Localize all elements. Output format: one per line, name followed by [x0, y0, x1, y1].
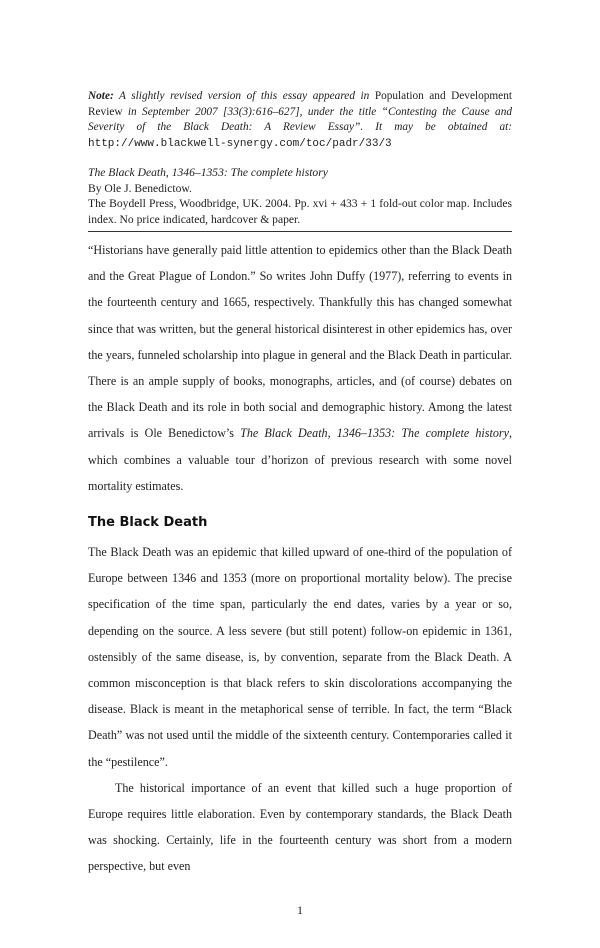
section-paragraph-1: The Black Death was an epidemic that killed upward of one-third of the population of Europe between 1346 and 1353 (more on proportional mortality below). The precise specification of the time span, particularly the end dates, varies by a year or so, depending on the source. A less severe (but still potent) follow-on epidemic in 1361, ostensibly of the same disease, is, by convention, separate from the Black Death. A common misconception is that black refers to skin discolorations accompanying the disease. Black is meant in the metaphorical sense of terrible. In fact, the term “Black Death” was not used until the middle of the sixteenth century. Contemporaries called it the “pestilence”.: [88, 545, 512, 769]
intro-text-2: , which combines a valuable tour d’horizon of previous research with some novel mortality estimates.: [88, 426, 512, 493]
journal-name: Population and Development Review: [88, 90, 512, 118]
section-heading: The Black Death: [88, 515, 208, 531]
book-citation: [88, 165, 512, 227]
page-number: 1: [297, 902, 303, 917]
section-paragraph-2: The historical importance of an event that killed such a huge proportion of Europe requires little elaboration. Even by contemporary standards, the Black Death was shocking. Certainly, life in the fourteenth century was short from a modern perspective, but even: [88, 780, 512, 874]
intro-text: “Historians have generally paid little attention to epidemics other than the Black Death and the Great Plague of London.” So writes John Duffy (1977), referring to events in the fourteenth century and 1665, respectively. Thankfully this has changed somewhat since that was written, but the general historical disinterest in other epidemics has, over the years, funneled scholarship into plague in general and the Black Death in particular. There is an ample supply of books, monographs, articles, and (of course) debates on the Black Death and its role in both social and demographic history. Among the latest arrivals is Ole Benedictow’s: [88, 243, 512, 441]
publication-note: [88, 89, 512, 152]
document-page: [88, 0, 512, 948]
note-url-link[interactable]: http://www.blackwell-synergy.com/toc/padr/33/3: [88, 137, 392, 150]
book-author: By Ole J. Benedictow.: [88, 181, 192, 195]
note-text: A slightly revised version of this essay appeared in: [113, 90, 375, 102]
horizontal-rule: [88, 231, 512, 232]
note-text-2: in September 2007 [33(3):616–627], under the title “Contesting the Cause and Severity of the Black Death: A Review Essay”. It may be obtained at:: [88, 105, 512, 134]
book-publication: The Boydell Press, Woodbridge, UK. 2004. Pp. xvi + 433 + 1 fold-out color map. Includes index. No price indicated, hardcover & paper.: [88, 197, 512, 226]
book-title: The Black Death, 1346–1353: The complete history: [88, 166, 328, 180]
note-label: Note:: [88, 90, 114, 102]
intro-paragraph: [88, 237, 512, 499]
intro-book-title: The Black Death, 1346–1353: The complete history: [240, 426, 509, 441]
